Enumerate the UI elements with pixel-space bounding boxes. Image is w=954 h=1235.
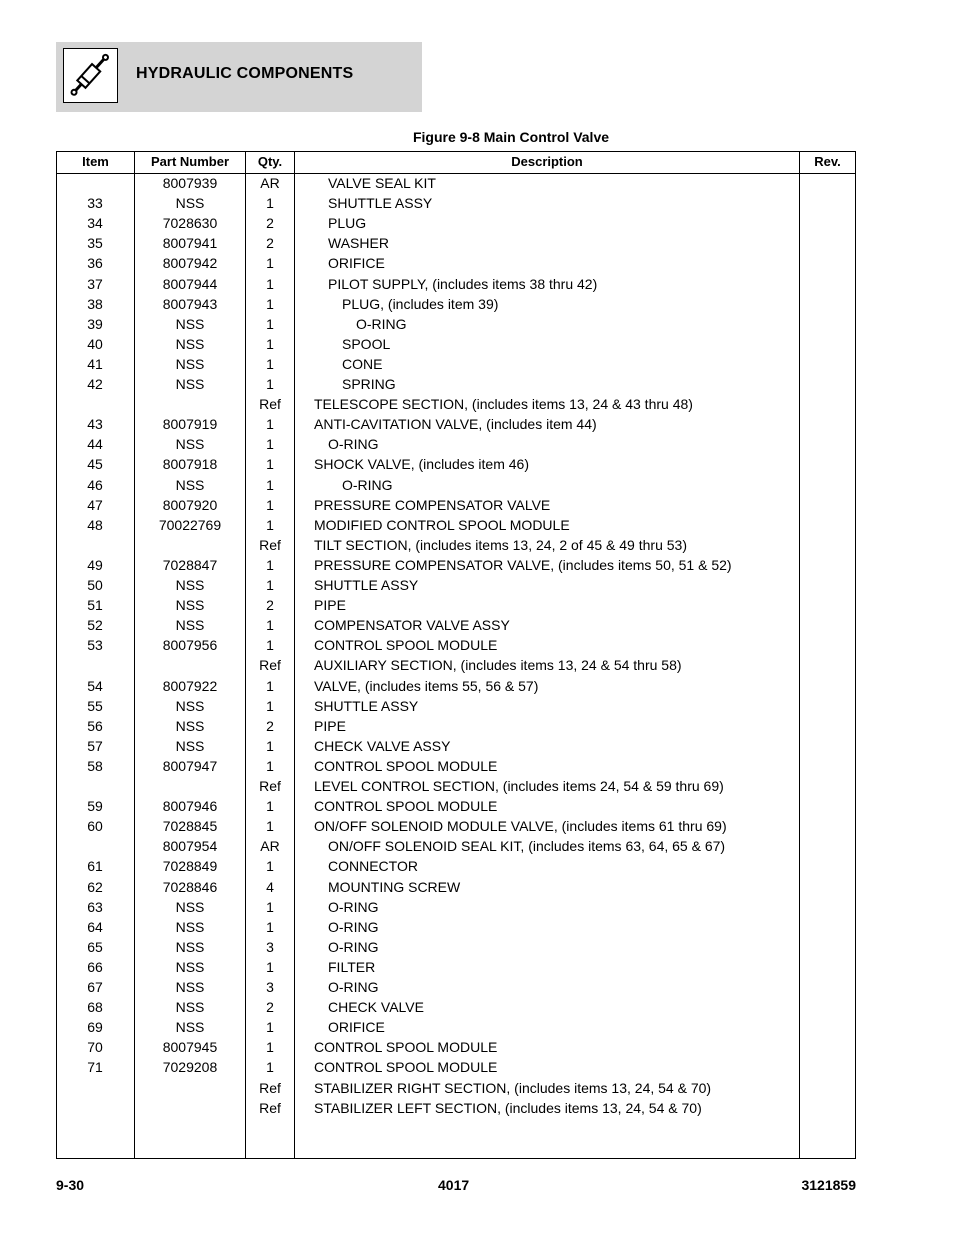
- description: WASHER: [328, 235, 389, 252]
- quantity: 1: [266, 798, 274, 815]
- table-row: [57, 877, 855, 897]
- part-number: 8007941: [162, 235, 218, 252]
- quantity: 1: [266, 516, 274, 533]
- part-number: 8007942: [162, 255, 218, 272]
- part-number: 8007947: [162, 757, 218, 774]
- description: PILOT SUPPLY, (includes items 38 thru 42): [328, 275, 598, 292]
- table-row: [57, 997, 855, 1017]
- quantity: 1: [266, 275, 274, 292]
- part-number: 8007922: [162, 677, 218, 694]
- description: CONE: [342, 355, 383, 372]
- table-row: [57, 334, 855, 354]
- description: MODIFIED CONTROL SPOOL MODULE: [314, 516, 570, 533]
- description: ON/OFF SOLENOID MODULE VALVE, (includes items 61 thru 69): [314, 818, 727, 835]
- column-header-item: Item: [82, 154, 109, 169]
- item-number: 55: [87, 697, 103, 714]
- table-row: [57, 173, 855, 193]
- item-number: 66: [87, 958, 103, 975]
- quantity: 3: [266, 979, 274, 995]
- description: CONTROL SPOOL MODULE: [314, 1059, 498, 1076]
- quantity: 3: [266, 938, 274, 955]
- quantity: 2: [266, 215, 274, 232]
- table-row: [57, 515, 855, 535]
- quantity: 1: [266, 757, 274, 774]
- quantity: 1: [266, 818, 274, 835]
- table-row: [57, 294, 855, 314]
- table-row: [57, 555, 855, 575]
- column-header-description: Description: [511, 154, 583, 169]
- item-number: 53: [87, 637, 103, 654]
- table-row: [57, 635, 855, 655]
- quantity: 1: [266, 898, 274, 915]
- part-number: 70022769: [158, 516, 222, 533]
- table-row: [57, 957, 855, 977]
- item-number: 54: [87, 677, 103, 694]
- description: O-RING: [328, 918, 379, 935]
- description: AUXILIARY SECTION, (includes items 13, 24 & 54 thru 58): [314, 657, 682, 674]
- part-number: NSS: [175, 737, 205, 754]
- description: SHUTTLE ASSY: [328, 195, 433, 212]
- table-row: [57, 736, 855, 756]
- description: MOUNTING SCREW: [328, 878, 461, 895]
- table-row: [57, 575, 855, 595]
- table-row: [57, 816, 855, 836]
- quantity: 1: [266, 918, 274, 935]
- part-number: NSS: [175, 999, 205, 1016]
- part-number: 8007945: [162, 1039, 218, 1056]
- quantity: 1: [266, 376, 274, 392]
- table-row: [57, 676, 855, 696]
- column-header-qty: Qty.: [257, 154, 283, 169]
- description: O-RING: [356, 315, 407, 332]
- description: PIPE: [314, 717, 346, 734]
- item-number: 65: [87, 938, 103, 955]
- description: STABILIZER LEFT SECTION, (includes items 13, 24, 54 & 70): [314, 1099, 702, 1116]
- description: CHECK VALVE ASSY: [314, 737, 451, 754]
- quantity: 1: [266, 496, 274, 513]
- description: SPRING: [342, 376, 396, 392]
- quantity: 1: [266, 617, 274, 634]
- table-row: [57, 274, 855, 294]
- item-number: 44: [87, 436, 103, 453]
- part-number: NSS: [175, 697, 205, 714]
- part-number: 7028846: [162, 878, 218, 895]
- table-row: [57, 937, 855, 957]
- parts-table: [56, 151, 856, 1159]
- description: CONTROL SPOOL MODULE: [314, 1039, 498, 1056]
- item-number: 39: [87, 315, 103, 332]
- item-number: 33: [87, 195, 103, 212]
- part-number: NSS: [175, 938, 205, 955]
- part-number: 8007954: [162, 838, 218, 855]
- item-number: 61: [87, 858, 103, 875]
- quantity: 2: [266, 597, 274, 614]
- quantity: 1: [266, 255, 274, 272]
- part-number: NSS: [175, 597, 205, 614]
- item-number: 36: [87, 255, 103, 272]
- part-number: 8007939: [162, 175, 218, 191]
- quantity: 1: [266, 858, 274, 875]
- description: O-RING: [328, 436, 379, 453]
- table-row: [57, 314, 855, 334]
- part-number: 8007944: [162, 275, 218, 292]
- quantity: AR: [260, 175, 280, 191]
- part-number: 7029208: [162, 1059, 218, 1076]
- table-row: [57, 253, 855, 273]
- description: CONTROL SPOOL MODULE: [314, 757, 498, 774]
- table-row: [57, 897, 855, 917]
- description: ORIFICE: [328, 255, 385, 272]
- part-number: NSS: [175, 958, 205, 975]
- part-number: 8007943: [162, 295, 218, 312]
- table-row: [57, 354, 855, 374]
- table-row: [57, 917, 855, 937]
- part-number: 7028849: [162, 858, 218, 875]
- table-row: [57, 716, 855, 736]
- quantity: AR: [260, 838, 280, 855]
- part-number: 8007956: [162, 637, 218, 654]
- item-number: 38: [87, 295, 103, 312]
- description: LEVEL CONTROL SECTION, (includes items 24, 54 & 59 thru 69): [314, 778, 724, 794]
- quantity: Ref: [259, 1079, 281, 1096]
- part-number: NSS: [175, 898, 205, 915]
- column-header-part-number: Part Number: [150, 154, 230, 169]
- table-row: [57, 1017, 855, 1037]
- description: SHUTTLE ASSY: [314, 577, 419, 593]
- page-number: 9-30: [56, 1177, 85, 1193]
- quantity: 1: [266, 677, 274, 694]
- item-number: 34: [87, 215, 103, 232]
- part-number: NSS: [175, 1019, 205, 1036]
- quantity: 1: [266, 697, 274, 714]
- item-number: 48: [87, 516, 103, 533]
- quantity: 1: [266, 355, 274, 372]
- description: O-RING: [328, 938, 379, 955]
- item-number: 67: [87, 979, 103, 995]
- table-row: [57, 434, 855, 454]
- part-number: NSS: [175, 918, 205, 935]
- part-number: 7028847: [162, 556, 218, 573]
- description: O-RING: [328, 898, 379, 915]
- part-number: 8007920: [162, 496, 218, 513]
- table-row: [57, 655, 855, 675]
- description: ON/OFF SOLENOID SEAL KIT, (includes items 63, 64, 65 & 67): [328, 838, 726, 855]
- figure-title: Figure 9-8 Main Control Valve: [412, 129, 610, 145]
- part-number: NSS: [175, 355, 205, 372]
- description: O-RING: [342, 476, 393, 493]
- item-number: 43: [87, 416, 103, 433]
- table-row: [57, 696, 855, 716]
- quantity: 1: [266, 556, 274, 573]
- quantity: 2: [266, 717, 274, 734]
- quantity: Ref: [259, 396, 281, 413]
- description: O-RING: [328, 979, 379, 995]
- description: PLUG, (includes item 39): [342, 295, 499, 312]
- description: CHECK VALVE: [328, 999, 424, 1016]
- quantity: 1: [266, 958, 274, 975]
- description: SHUTTLE ASSY: [314, 697, 419, 714]
- item-number: 52: [87, 617, 103, 634]
- item-number: 42: [87, 376, 103, 392]
- item-number: 49: [87, 556, 103, 573]
- table-row: [57, 1078, 855, 1098]
- table-row: [57, 776, 855, 796]
- item-number: 51: [87, 597, 103, 614]
- table-row: [57, 213, 855, 233]
- quantity: 1: [266, 416, 274, 433]
- part-number: NSS: [175, 315, 205, 332]
- item-number: 35: [87, 235, 103, 252]
- item-number: 70: [87, 1039, 103, 1056]
- item-number: 69: [87, 1019, 103, 1036]
- quantity: 2: [266, 235, 274, 252]
- item-number: 60: [87, 818, 103, 835]
- table-row: [57, 374, 855, 394]
- description: STABILIZER RIGHT SECTION, (includes items 13, 24, 54 & 70): [314, 1079, 712, 1096]
- part-number: NSS: [175, 195, 205, 212]
- part-number: NSS: [175, 376, 205, 392]
- table-row: [57, 454, 855, 474]
- table-row: [57, 193, 855, 213]
- document-number: 3121859: [801, 1177, 856, 1193]
- part-number: NSS: [175, 979, 205, 995]
- quantity: 1: [266, 1019, 274, 1036]
- quantity: 1: [266, 637, 274, 654]
- table-row: [57, 1037, 855, 1057]
- part-number: NSS: [175, 335, 205, 352]
- item-number: 59: [87, 798, 103, 815]
- description: COMPENSATOR VALVE ASSY: [314, 617, 510, 634]
- description: ORIFICE: [328, 1019, 385, 1036]
- description: PLUG: [328, 215, 367, 232]
- part-number: NSS: [175, 617, 205, 634]
- item-number: 45: [87, 456, 103, 473]
- quantity: 1: [266, 577, 274, 593]
- item-number: 63: [87, 898, 103, 915]
- quantity: 1: [266, 295, 274, 312]
- description: FILTER: [328, 958, 376, 975]
- section-title: HYDRAULIC COMPONENTS: [136, 65, 354, 82]
- part-number: NSS: [175, 717, 205, 734]
- item-number: 40: [87, 335, 103, 352]
- description: CONTROL SPOOL MODULE: [314, 798, 498, 815]
- description: CONNECTOR: [328, 858, 418, 875]
- quantity: Ref: [259, 778, 281, 794]
- table-row: [57, 233, 855, 253]
- table-row: [57, 615, 855, 635]
- part-number: NSS: [175, 476, 205, 493]
- quantity: 1: [266, 737, 274, 754]
- part-number: 8007918: [162, 456, 218, 473]
- description: TELESCOPE SECTION, (includes items 13, 24 & 43 thru 48): [314, 396, 693, 413]
- item-number: 46: [87, 476, 103, 493]
- quantity: 2: [266, 999, 274, 1016]
- table-row: [57, 1098, 855, 1118]
- description: SHOCK VALVE, (includes item 46): [314, 456, 530, 473]
- item-number: 71: [87, 1059, 103, 1076]
- description: SPOOL: [342, 335, 391, 352]
- quantity: 4: [266, 878, 274, 895]
- item-number: 62: [87, 878, 103, 895]
- description: PRESSURE COMPENSATOR VALVE: [314, 496, 551, 513]
- quantity: 1: [266, 1059, 274, 1076]
- description: PRESSURE COMPENSATOR VALVE, (includes items 50, 51 & 52): [314, 556, 732, 573]
- quantity: 1: [266, 335, 274, 352]
- table-row: [57, 856, 855, 876]
- column-header-rev: Rev.: [814, 154, 841, 169]
- description: ANTI-CAVITATION VALVE, (includes item 44): [314, 416, 597, 433]
- item-number: 50: [87, 577, 103, 593]
- model-number: 4017: [438, 1177, 470, 1193]
- description: TILT SECTION, (includes items 13, 24, 2 of 45 & 49 thru 53): [314, 536, 687, 553]
- quantity: Ref: [259, 1099, 281, 1116]
- part-number: NSS: [175, 577, 205, 593]
- table-row: [57, 414, 855, 434]
- quantity: 1: [266, 456, 274, 473]
- item-number: 56: [87, 717, 103, 734]
- table-row: [57, 756, 855, 776]
- part-number: 7028630: [162, 215, 218, 232]
- item-number: 41: [87, 355, 103, 372]
- table-row: [57, 1057, 855, 1077]
- part-number: 8007946: [162, 798, 218, 815]
- table-row: [57, 394, 855, 414]
- table-row: [57, 836, 855, 856]
- part-number: 7028845: [162, 818, 218, 835]
- quantity: 1: [266, 436, 274, 453]
- quantity: Ref: [259, 536, 281, 553]
- item-number: 57: [87, 737, 103, 754]
- item-number: 58: [87, 757, 103, 774]
- quantity: 1: [266, 1039, 274, 1056]
- description: PIPE: [314, 597, 346, 614]
- description: VALVE, (includes items 55, 56 & 57): [314, 677, 539, 694]
- part-number: 8007919: [162, 416, 218, 433]
- table-row: [57, 495, 855, 515]
- description: VALVE SEAL KIT: [328, 175, 436, 191]
- table-row: [57, 796, 855, 816]
- quantity: Ref: [259, 657, 281, 674]
- description: CONTROL SPOOL MODULE: [314, 637, 498, 654]
- item-number: 64: [87, 918, 103, 935]
- table-row: [57, 535, 855, 555]
- quantity: 1: [266, 315, 274, 332]
- item-number: 47: [87, 496, 103, 513]
- item-number: 37: [87, 275, 103, 292]
- item-number: 68: [87, 999, 103, 1016]
- quantity: 1: [266, 476, 274, 493]
- quantity: 1: [266, 195, 274, 212]
- table-row: [57, 595, 855, 615]
- table-row: [57, 475, 855, 495]
- hydraulic-cylinder-icon: [63, 48, 118, 103]
- table-row: [57, 977, 855, 997]
- part-number: NSS: [175, 436, 205, 453]
